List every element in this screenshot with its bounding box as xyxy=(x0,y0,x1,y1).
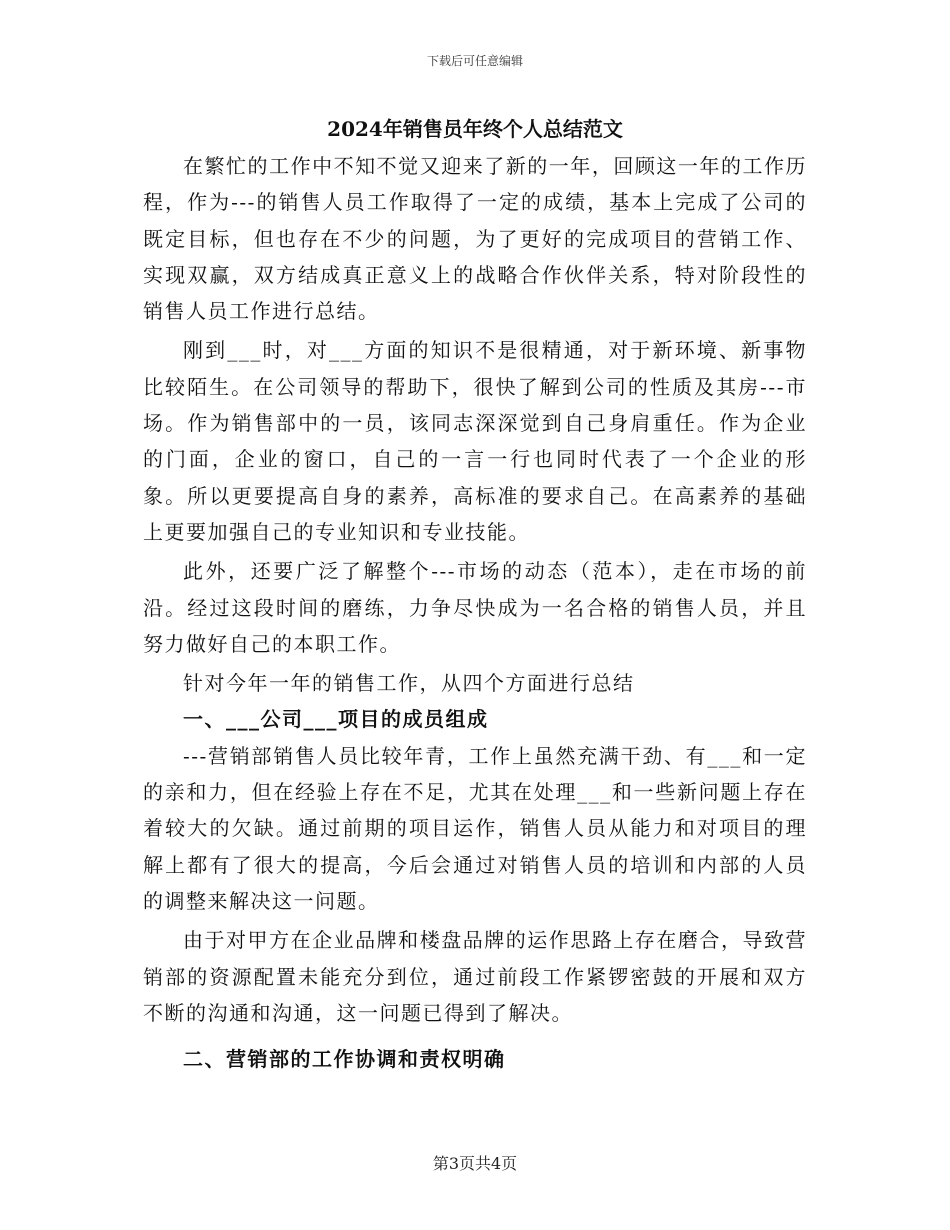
paragraph-arrival: 刚到___时，对___方面的知识不是很精通，对于新环境、新事物比较陌生。在公司领导的帮助下，很快了解到公司的性质及其房---市场。作为销售部中的一员，该同志深深觉到自己身肩重任。作为企业的门面，企业的窗口，自己的一言一行也同时代表了一个企业的形象。所以更要提高自身的素养，高标准的要求自己。在高素养的基础上更要加强自己的专业知识和专业技能。 xyxy=(143,338,807,544)
paragraph-market: 此外，还要广泛了解整个---市场的动态（范本），走在市场的前沿。经过这段时间的磨练，力争尽快成为一名合格的销售人员，并且努力做好自己的本职工作。 xyxy=(143,559,807,656)
paragraph-team: ---营销部销售人员比较年青，工作上虽然充满干劲、有___和一定的亲和力，但在经验上存在不足，尤其在处理___和一些新问题上存在着较大的欠缺。通过前期的项目运作，销售人员从能力和对项目的理解上都有了很大的提高，今后会通过对销售人员的培训和内部的人员的调整来解决这一问题。 xyxy=(143,743,807,913)
document-body xyxy=(143,148,807,1077)
page-header-note: 下载后可任意编辑 xyxy=(426,54,523,68)
section-heading-2: 二、营销部的工作协调和责权明确 xyxy=(183,1047,506,1072)
paragraph-resources: 由于对甲方在企业品牌和楼盘品牌的运作思路上存在磨合，导致营销部的资源配置未能充分到位，通过前段工作紧锣密鼓的开展和双方不断的沟通和沟通，这一问题已得到了解决。 xyxy=(143,928,807,1025)
section-heading-1: 一、___公司___项目的成员组成 xyxy=(183,707,489,732)
page-footer-page-number: 第3页共4页 xyxy=(432,1154,518,1173)
paragraph-summary-intro: 针对今年一年的销售工作，从四个方面进行总结 xyxy=(183,671,635,696)
paragraph-intro: 在繁忙的工作中不知不觉又迎来了新的一年，回顾这一年的工作历程，作为---的销售人员工作取得了一定的成绩，基本上完成了公司的既定目标，但也存在不少的问题，为了更好的完成项目的营销工作、实现双赢，双方结成真正意义上的战略合作伙伴关系，特对阶段性的销售人员工作进行总结。 xyxy=(143,154,807,324)
document-title: 2024年销售员年终个人总结范文 xyxy=(327,117,623,141)
